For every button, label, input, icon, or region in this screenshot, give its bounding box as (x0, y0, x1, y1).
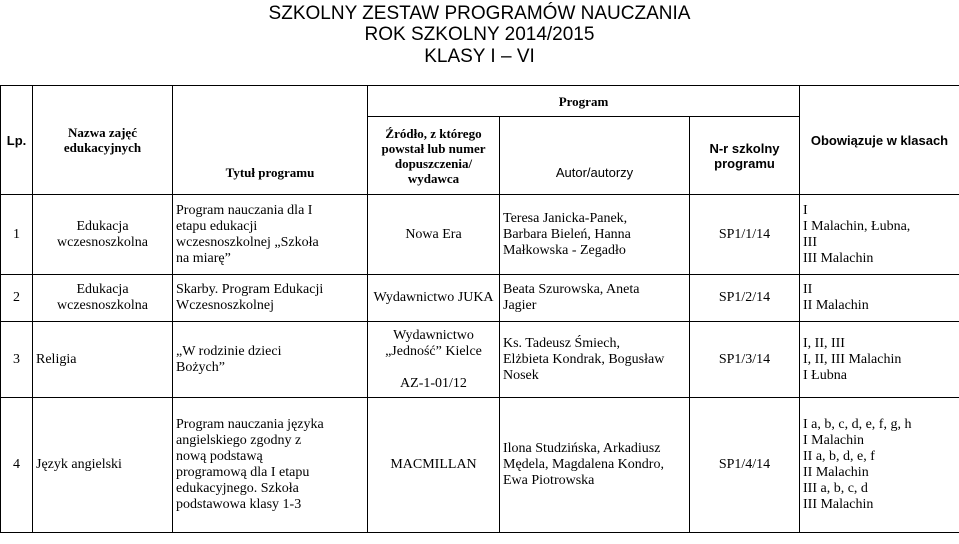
cell-author: Beata Szurowska, Aneta Jagier (500, 275, 690, 322)
cell-number: SP1/1/14 (690, 195, 800, 275)
header-row-group (1, 86, 959, 117)
header-author: Autor/autorzy (500, 117, 690, 195)
cell-lp: 2 (1, 275, 33, 322)
header-program-group: Program (368, 86, 800, 117)
cell-number: SP1/3/14 (690, 322, 800, 398)
cell-source: Nowa Era (368, 195, 500, 275)
document-title: SZKOLNY ZESTAW PROGRAMÓW NAUCZANIA (268, 3, 691, 24)
program-table (0, 85, 959, 533)
cell-source: Wydawnictwo „Jedność” Kielce AZ-1-01/12 (368, 322, 500, 398)
cell-number: SP1/2/14 (690, 275, 800, 322)
cell-lp: 3 (1, 322, 33, 398)
table-row (1, 398, 959, 533)
header-number: N-r szkolny programu (690, 117, 800, 195)
cell-title: Program nauczania dla I etapu edukacji wczesnoszkolnej „Szkoła na miarę” (173, 195, 368, 275)
classes-range: KLASY I – VI (424, 46, 535, 67)
header-source: Źródło, z którego powstał lub numer dopuszczenia/ wydawca (368, 117, 500, 195)
cell-title: Skarby. Program Edukacji Wczesnoszkolnej (173, 275, 368, 322)
header-title: Tytuł programu (173, 86, 368, 195)
cell-classes: I I Malachin, Łubna, III III Malachin (800, 195, 959, 275)
table-row (1, 195, 959, 275)
header-classes: Obowiązuje w klasach (800, 86, 959, 195)
cell-classes: I a, b, c, d, e, f, g, h I Malachin II a, b, d, e, f II Malachin III a, b, c, d III Malachin (800, 398, 959, 533)
cell-lp: 1 (1, 195, 33, 275)
cell-classes: II II Malachin (800, 275, 959, 322)
cell-author: Teresa Janicka-Panek, Barbara Bieleń, Hanna Małkowska - Zegadło (500, 195, 690, 275)
cell-title: „W rodzinie dzieci Bożych” (173, 322, 368, 398)
cell-title: Program nauczania języka angielskiego zgodny z nową podstawą programową dla I etapu edukacyjnego. Szkoła podstawowa klasy 1-3 (173, 398, 368, 533)
header-lp: Lp. (1, 86, 33, 195)
cell-source: MACMILLAN (368, 398, 500, 533)
table-row (1, 322, 959, 398)
cell-number: SP1/4/14 (690, 398, 800, 533)
school-year: ROK SZKOLNY 2014/2015 (364, 24, 595, 45)
cell-subject: Religia (33, 322, 173, 398)
cell-lp: 4 (1, 398, 33, 533)
cell-subject: Edukacja wczesnoszkolna (33, 195, 173, 275)
table-row (1, 275, 959, 322)
cell-classes: I, II, III I, II, III Malachin I Łubna (800, 322, 959, 398)
header-subject: Nazwa zajęć edukacyjnych (33, 86, 173, 195)
cell-subject: Edukacja wczesnoszkolna (33, 275, 173, 322)
cell-subject: Język angielski (33, 398, 173, 533)
cell-author: Ilona Studzińska, Arkadiusz Mędela, Magdalena Kondro, Ewa Piotrowska (500, 398, 690, 533)
cell-source: Wydawnictwo JUKA (368, 275, 500, 322)
cell-author: Ks. Tadeusz Śmiech, Elżbieta Kondrak, Bogusław Nosek (500, 322, 690, 398)
